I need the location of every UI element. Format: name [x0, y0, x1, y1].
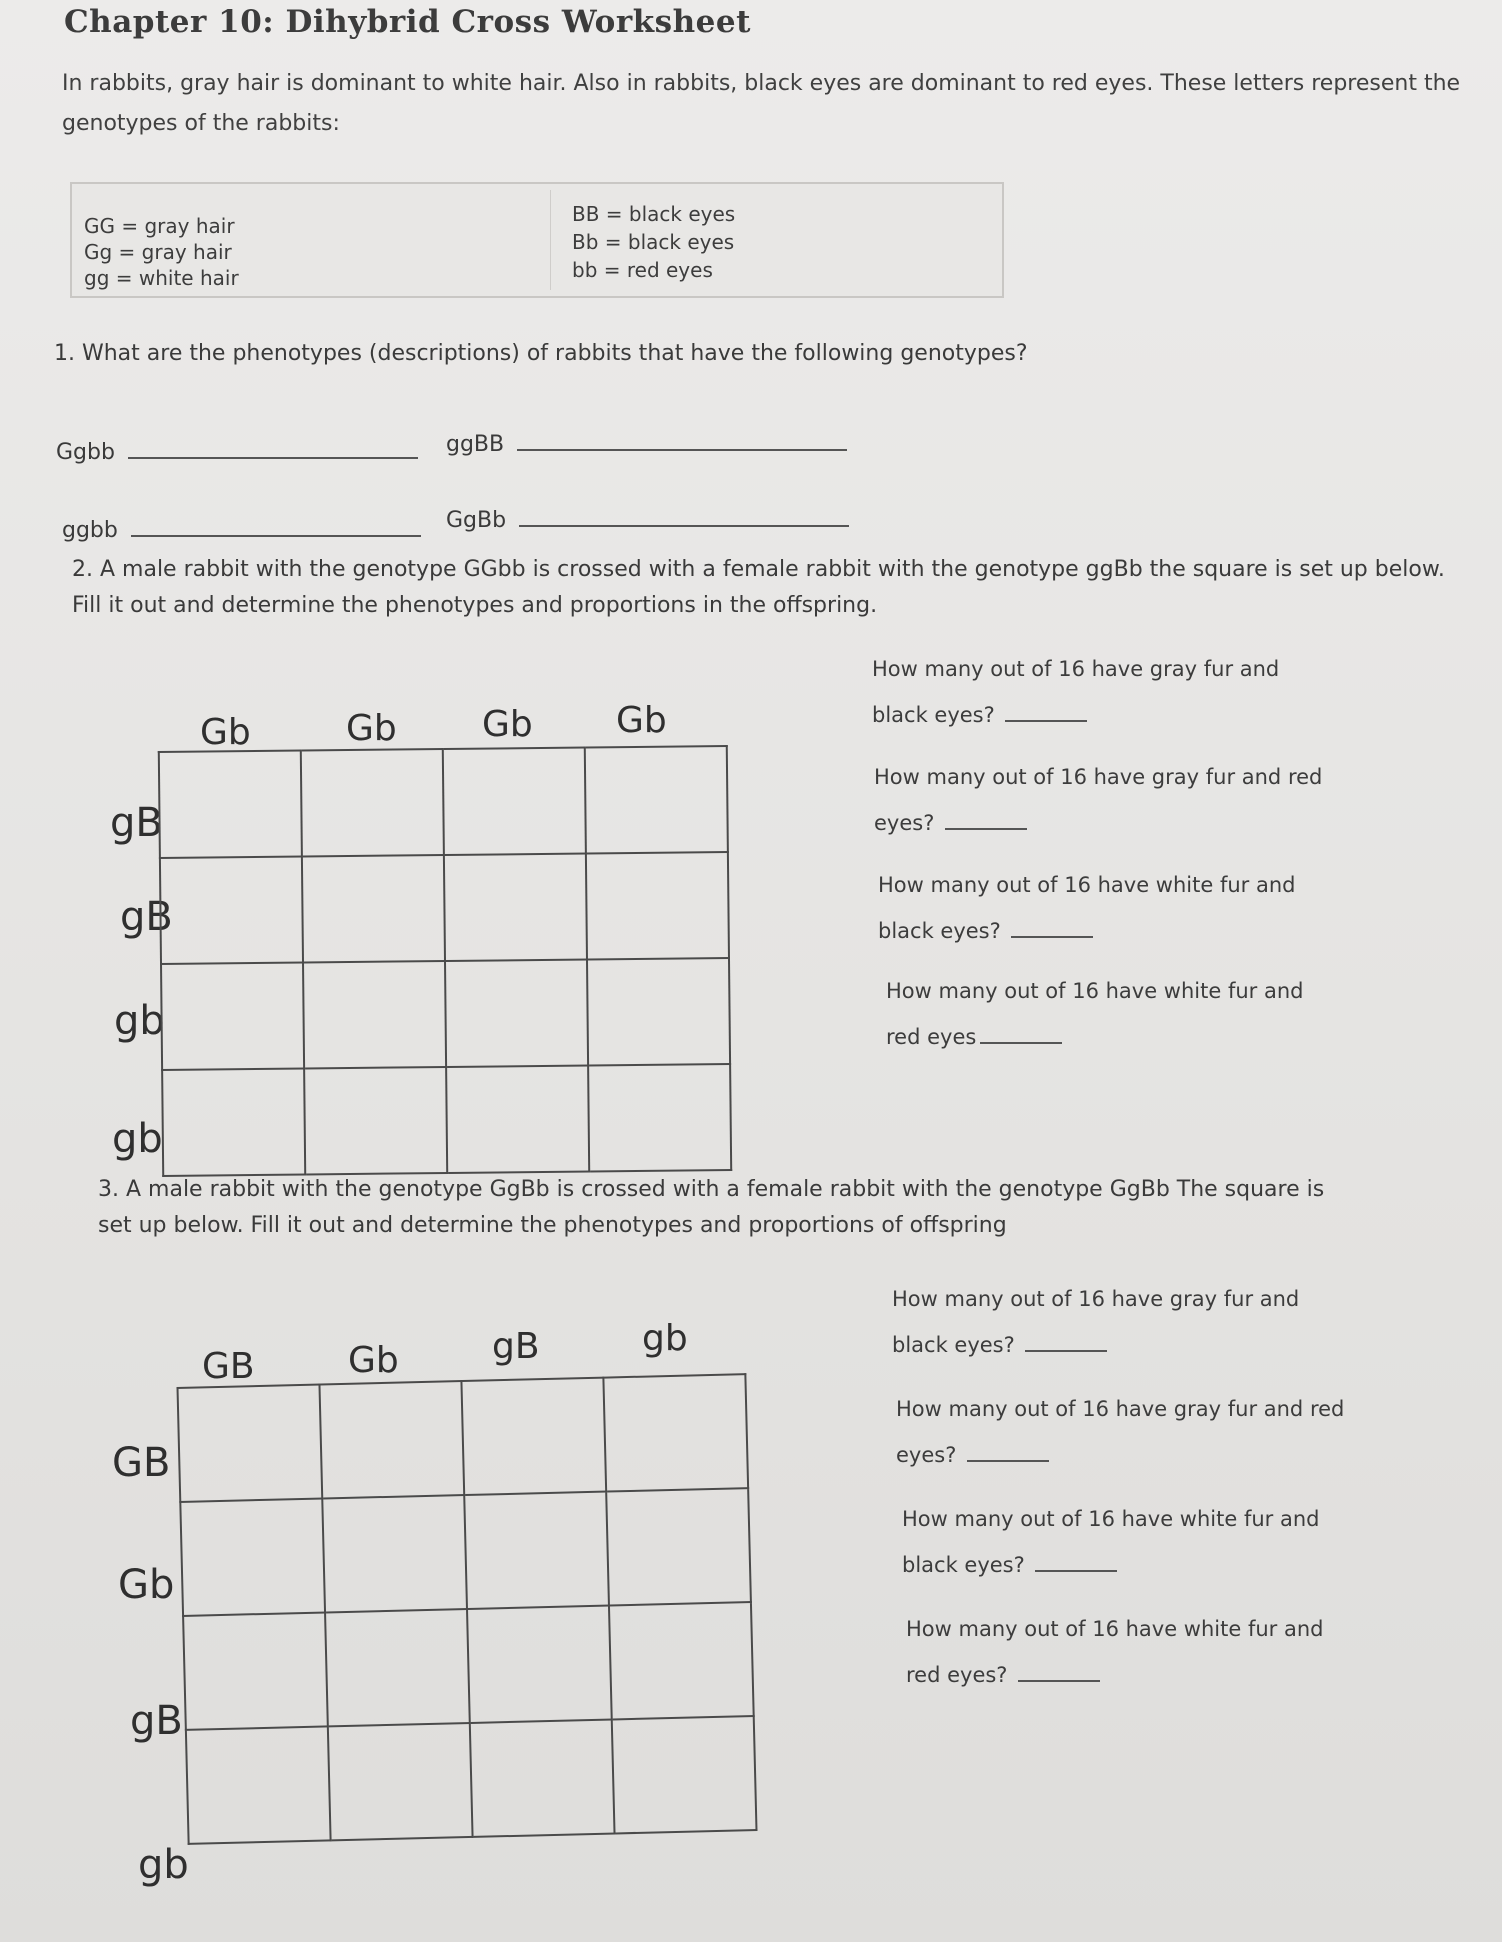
key-hair-recessive: gg = white hair	[84, 266, 239, 290]
key-divider	[550, 190, 551, 290]
question-line	[886, 1014, 1303, 1060]
punnett-cell[interactable]	[322, 1495, 467, 1612]
question-text: black eyes?	[902, 1553, 1032, 1577]
question-line	[878, 908, 1295, 954]
punnett-row	[186, 1716, 757, 1844]
question-line	[892, 1322, 1299, 1368]
question-line	[896, 1432, 1344, 1478]
question-line	[906, 1652, 1323, 1698]
punnett-row	[160, 852, 729, 964]
key-hair-gg-dominant: GG = gray hair	[84, 214, 235, 238]
q2-row-header: gb	[114, 998, 165, 1044]
genotype-label: GgBb	[446, 508, 507, 533]
punnett-cell[interactable]	[303, 961, 446, 1068]
question-text: eyes?	[896, 1443, 964, 1467]
punnett-cell[interactable]	[302, 855, 445, 962]
punnett-cell[interactable]	[161, 962, 304, 1069]
answer-blank[interactable]	[128, 456, 418, 459]
q3-col-header: Gb	[348, 1340, 399, 1381]
answer-blank[interactable]	[980, 1041, 1062, 1044]
punnett-cell[interactable]	[461, 1378, 606, 1495]
genotype-label: ggBB	[446, 432, 505, 457]
punnett-cell[interactable]	[183, 1612, 328, 1729]
punnett-cell[interactable]	[606, 1488, 751, 1605]
q2-col-header: Gb	[616, 700, 667, 741]
q3-count-gray-black	[892, 1276, 1299, 1368]
answer-blank[interactable]	[1018, 1679, 1100, 1682]
question-text: red eyes	[886, 1025, 977, 1049]
q2-punnett-square	[158, 745, 732, 1177]
punnett-row	[178, 1374, 749, 1502]
genotype-label: ggbb	[62, 518, 118, 543]
question-line: How many out of 16 have gray fur and red	[874, 765, 1323, 789]
question-line	[902, 1542, 1319, 1588]
punnett-cell[interactable]	[162, 1068, 305, 1175]
answer-blank[interactable]	[1035, 1569, 1117, 1572]
q1-genotype-ggbb	[62, 518, 421, 543]
key-hair-heterozygous: Gg = gray hair	[84, 240, 232, 264]
punnett-cell[interactable]	[444, 854, 587, 961]
punnett-cell[interactable]	[301, 749, 444, 856]
answer-blank[interactable]	[1025, 1349, 1107, 1352]
punnett-cell[interactable]	[319, 1381, 464, 1498]
punnett-cell[interactable]	[587, 958, 730, 1065]
answer-blank[interactable]	[1011, 935, 1093, 938]
q2-col-header: Gb	[482, 704, 533, 745]
q2-count-gray-black	[872, 646, 1279, 738]
q1-genotype-ggBB	[446, 432, 847, 457]
answer-blank[interactable]	[517, 448, 847, 451]
punnett-cell[interactable]	[159, 750, 302, 857]
punnett-cell[interactable]	[186, 1726, 331, 1843]
punnett-cell[interactable]	[609, 1602, 754, 1719]
answer-blank[interactable]	[945, 827, 1027, 830]
punnett-cell[interactable]	[470, 1719, 615, 1836]
answer-blank[interactable]	[1005, 719, 1087, 722]
q3-row-header: gB	[130, 1698, 183, 1744]
q3-punnett-square	[176, 1373, 757, 1845]
q3-row-header: gb	[138, 1842, 189, 1888]
q2-row-header: gB	[120, 894, 173, 940]
punnett-cell[interactable]	[443, 748, 586, 855]
question-text: black eyes?	[892, 1333, 1022, 1357]
q1-genotype-GgBb	[446, 508, 849, 533]
question-line: How many out of 16 have gray fur and red	[896, 1397, 1345, 1421]
q3-col-header: GB	[202, 1346, 255, 1387]
q3-col-header: gb	[642, 1318, 688, 1359]
punnett-row	[159, 746, 728, 858]
question-text: eyes?	[874, 811, 942, 835]
q2-row-header: gb	[112, 1116, 163, 1162]
key-eyes-bb-dominant: BB = black eyes	[572, 202, 736, 226]
question-line	[874, 800, 1322, 846]
q3-row-header: GB	[112, 1440, 171, 1486]
worksheet-title: Chapter 10: Dihybrid Cross Worksheet	[64, 4, 751, 40]
question-line: How many out of 16 have white fur and	[906, 1617, 1324, 1641]
question-text: black eyes?	[878, 919, 1008, 943]
punnett-cell[interactable]	[445, 960, 588, 1067]
q3-count-gray-red	[896, 1386, 1344, 1478]
question-line: How many out of 16 have white fur and	[886, 979, 1304, 1003]
punnett-row	[162, 1064, 731, 1176]
punnett-cell[interactable]	[588, 1064, 731, 1171]
punnett-cell[interactable]	[304, 1067, 447, 1174]
punnett-cell[interactable]	[328, 1723, 473, 1840]
punnett-cell[interactable]	[180, 1499, 325, 1616]
q1-prompt: 1. What are the phenotypes (descriptions) of rabbits that have the following genotypes?	[54, 341, 1028, 366]
answer-blank[interactable]	[967, 1459, 1049, 1462]
punnett-cell[interactable]	[612, 1716, 757, 1833]
punnett-cell[interactable]	[160, 856, 303, 963]
answer-blank[interactable]	[131, 534, 421, 537]
q2-prompt: 2. A male rabbit with the genotype GGbb is crossed with a female rabbit with the genotype ggBb the square is set up below. Fill it out and determine the phenotypes and proportions in the offspring.	[72, 557, 1445, 618]
punnett-row	[183, 1602, 754, 1730]
q2-col-header: Gb	[200, 712, 251, 753]
q3-prompt: 3. A male rabbit with the genotype GgBb is crossed with a female rabbit with the genotype GgBb The square is set up below. Fill it out and determine the phenotypes and proportions of offspring	[98, 1177, 1325, 1238]
q2-col-header: Gb	[346, 708, 397, 749]
punnett-cell[interactable]	[446, 1066, 589, 1173]
punnett-cell[interactable]	[585, 746, 728, 853]
question-line: How many out of 16 have gray fur and	[872, 657, 1280, 681]
q3-row-header: Gb	[118, 1562, 175, 1608]
punnett-row	[161, 958, 730, 1070]
answer-blank[interactable]	[519, 524, 849, 527]
q2-count-white-black	[878, 862, 1295, 954]
punnett-cell[interactable]	[325, 1609, 470, 1726]
key-eyes-recessive: bb = red eyes	[572, 258, 713, 282]
question-line: How many out of 16 have white fur and	[878, 873, 1296, 897]
q3-col-header: gB	[492, 1326, 540, 1367]
key-eyes-heterozygous: Bb = black eyes	[572, 230, 735, 254]
question-line: How many out of 16 have gray fur and	[892, 1287, 1300, 1311]
punnett-cell[interactable]	[586, 852, 729, 959]
intro-paragraph: In rabbits, gray hair is dominant to white hair. Also in rabbits, black eyes are dominant to red eyes. These letters represent the genotypes of the rabbits:	[62, 71, 1461, 136]
q2-count-gray-red	[874, 754, 1322, 846]
q1-genotype-ggbb-het	[56, 440, 418, 465]
q2-count-white-red	[886, 968, 1303, 1060]
question-text: black eyes?	[872, 703, 1002, 727]
punnett-cell[interactable]	[464, 1492, 609, 1609]
question-line	[872, 692, 1279, 738]
question-line: How many out of 16 have white fur and	[902, 1507, 1320, 1531]
q2-row-header: gB	[110, 800, 163, 846]
question-text: red eyes?	[906, 1663, 1015, 1687]
genotype-key-box	[70, 182, 1004, 298]
punnett-cell[interactable]	[603, 1374, 748, 1491]
punnett-cell[interactable]	[467, 1606, 612, 1723]
punnett-row	[180, 1488, 751, 1616]
genotype-label: Ggbb	[56, 440, 115, 465]
q3-count-white-black	[902, 1496, 1319, 1588]
q3-count-white-red	[906, 1606, 1323, 1698]
punnett-cell[interactable]	[178, 1385, 323, 1502]
